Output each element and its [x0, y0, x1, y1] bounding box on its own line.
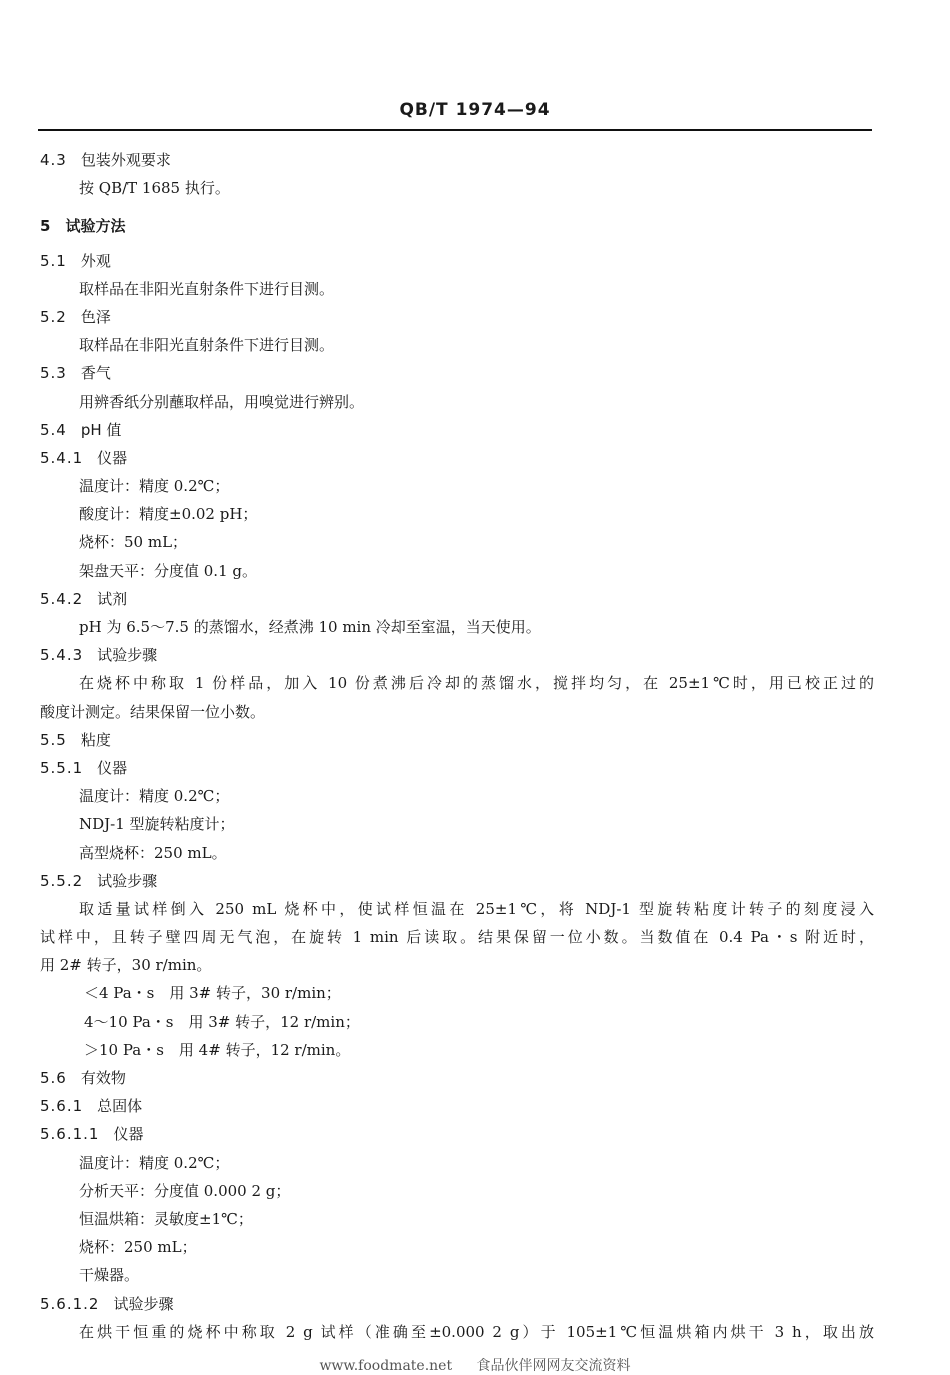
section-heading — [40, 1092, 880, 1120]
body-line: 高型烧杯：250 mL。 — [79, 843, 227, 862]
header-rule — [38, 129, 872, 131]
body-line: 按 QB/T 1685 执行。 — [79, 179, 230, 198]
section-title: 试验步骤 — [97, 871, 158, 890]
section-number: 5 — [40, 217, 52, 236]
section-number: 4.3 — [40, 151, 67, 169]
body-line: 分析天平：分度值 0.000 2 g； — [79, 1181, 291, 1200]
section-title: 仪器 — [97, 758, 128, 777]
section-heading — [40, 146, 880, 174]
section-number: 5.6.1.1 — [40, 1125, 100, 1144]
body-line: 在烘干恒重的烧杯中称取 2 g 试样（准确至±0.000 2 g）于 105±1℃恒温烘箱内烘干 3 h，取出放 — [79, 1322, 874, 1341]
section-title: 试验步骤 — [113, 1294, 174, 1313]
section-title: 仪器 — [113, 1125, 144, 1144]
body-line: ＜4 Pa・s 用 3# 转子，30 r/min； — [84, 984, 341, 1003]
section-number: 5.6.1.2 — [40, 1294, 100, 1313]
section-number: 5.3 — [40, 364, 67, 383]
body-line: 干燥器。 — [79, 1266, 140, 1285]
section-number: 5.6 — [40, 1069, 67, 1087]
footer-site: www.foodmate.net — [319, 1358, 453, 1374]
section-heading — [40, 754, 880, 782]
body-line: 架盘天平：分度值 0.1 g。 — [79, 561, 257, 580]
body-line: 酸度计测定。结果保留一位小数。 — [40, 702, 266, 721]
section-title: 有效物 — [80, 1069, 126, 1087]
section-title: 香气 — [80, 364, 111, 383]
body-line: 用辨香纸分别蘸取样品，用嗅觉进行辨别。 — [79, 392, 365, 411]
body-line: 温度计：精度 0.2℃； — [79, 787, 230, 806]
section-number: 5.4.1 — [40, 448, 84, 467]
section-number: 5.2 — [40, 307, 67, 326]
section-heading — [40, 359, 880, 387]
body-line: 取样品在非阳光直射条件下进行目测。 — [79, 336, 335, 355]
section-title: 粘度 — [80, 730, 111, 749]
section-heading — [40, 444, 880, 472]
section-title: 试剂 — [97, 589, 128, 608]
section-title: 仪器 — [97, 448, 128, 467]
page-footer — [0, 1355, 950, 1375]
body-line: 试样中，且转子壁四周无气泡，在旋转 1 min 后读取。结果保留一位小数。当数值在 0.4 Pa・s 附近时， — [40, 928, 874, 947]
section-heading — [40, 867, 880, 895]
section-heading — [40, 212, 880, 240]
section-title: 包装外观要求 — [80, 151, 171, 169]
body-line: 温度计：精度 0.2℃； — [79, 477, 230, 496]
section-title: 外观 — [80, 251, 111, 270]
body-line: pH 为 6.5～7.5 的蒸馏水，经煮沸 10 min 冷却至室温，当天使用。 — [79, 618, 541, 636]
document-body — [40, 146, 880, 1346]
section-number: 5.4.2 — [40, 589, 84, 608]
section-heading — [40, 247, 880, 275]
body-line: 恒温烘箱：灵敏度±1℃； — [79, 1209, 253, 1228]
body-line: ＞10 Pa・s 用 4# 转子，12 r/min。 — [84, 1040, 351, 1059]
body-line: 烧杯：250 mL； — [79, 1238, 197, 1257]
section-heading — [40, 416, 880, 444]
section-heading — [40, 641, 880, 669]
section-title: 试验步骤 — [97, 646, 158, 665]
section-heading — [40, 1290, 880, 1318]
section-number: 5.5.2 — [40, 871, 84, 890]
section-number: 5.5.1 — [40, 758, 84, 777]
section-heading — [40, 1064, 880, 1092]
body-line: 4～10 Pa・s 用 3# 转子，12 r/min； — [84, 1012, 360, 1031]
section-number: 5.6.1 — [40, 1097, 84, 1116]
section-number: 5.4.3 — [40, 646, 84, 665]
section-heading — [40, 726, 880, 754]
section-heading — [40, 585, 880, 613]
section-title: 色泽 — [80, 307, 111, 326]
body-line: NDJ-1 型旋转粘度计； — [79, 815, 235, 834]
body-line: 在烧杯中称取 1 份样品，加入 10 份煮沸后冷却的蒸馏水，搅拌均匀，在 25±1℃时，用已校正过的 — [79, 674, 874, 693]
body-line: 用 2# 转子，30 r/min。 — [40, 956, 212, 975]
standard-code-header: QB/T 1974—94 — [399, 100, 551, 120]
section-number: 5.5 — [40, 730, 67, 749]
footer-note: 食品伙伴网网友交流资料 — [476, 1358, 631, 1374]
section-heading — [40, 1120, 880, 1148]
body-line: 酸度计：精度±0.02 pH； — [79, 505, 258, 524]
section-title: 总固体 — [97, 1097, 143, 1116]
section-number: 5.1 — [40, 251, 67, 270]
body-line: 取样品在非阳光直射条件下进行目测。 — [79, 279, 335, 298]
body-line: 温度计：精度 0.2℃； — [79, 1153, 230, 1172]
body-line: 烧杯：50 mL； — [79, 533, 188, 552]
body-line: 取适量试样倒入 250 mL 烧杯中，使试样恒温在 25±1℃，将 NDJ-1 型旋转粘度计转子的刻度浸入 — [79, 899, 874, 918]
section-heading — [40, 303, 880, 331]
section-title: 试验方法 — [65, 217, 126, 236]
section-title: pH 值 — [80, 420, 122, 439]
section-number: 5.4 — [40, 420, 67, 439]
